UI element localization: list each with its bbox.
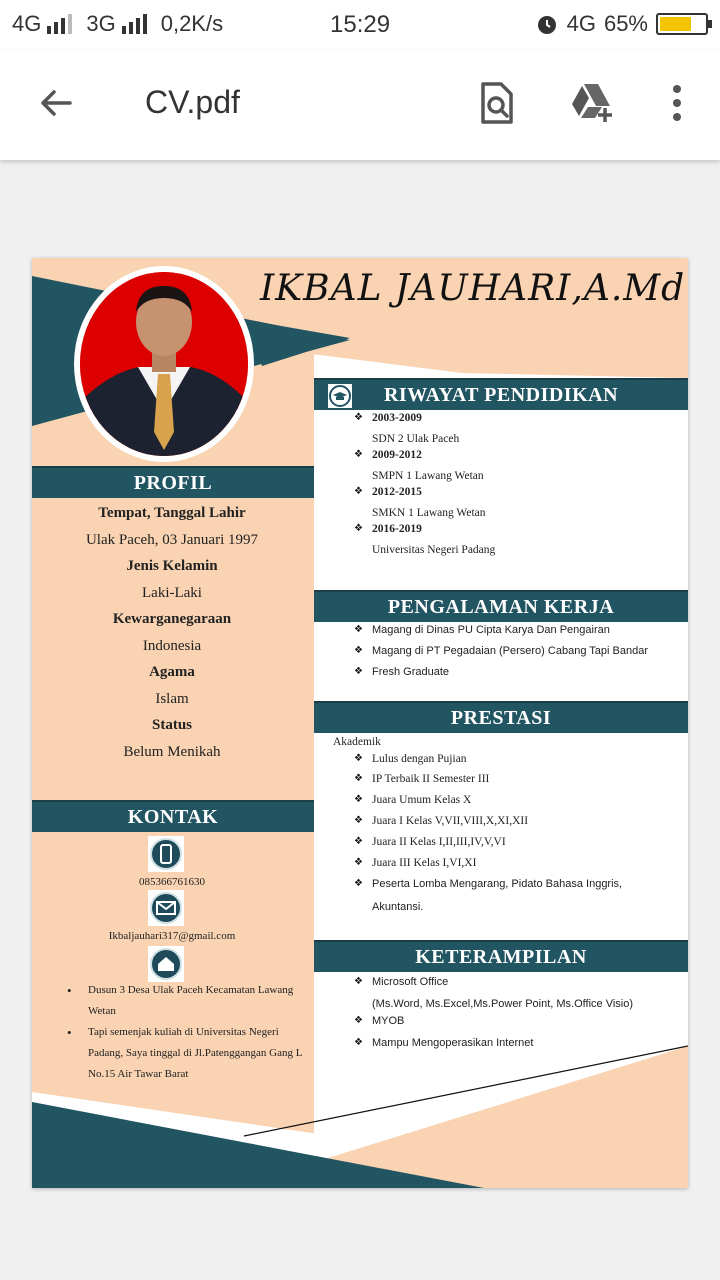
section-profil-header: PROFIL (32, 466, 314, 498)
profile-value: Ulak Paceh, 03 Januari 1997 (85, 531, 259, 548)
more-vert-icon[interactable] (654, 80, 700, 126)
document-title: CV.pdf (145, 84, 240, 120)
app-bar (0, 50, 720, 160)
education-school: SDN 2 Ulak Paceh (372, 433, 460, 445)
battery-icon (656, 13, 708, 35)
profile-label: Kewarganegaraan (112, 611, 232, 627)
section-kerja-header: PENGALAMAN KERJA (314, 590, 688, 622)
profile-value: Belum Menikah (123, 743, 221, 760)
search-document-icon[interactable] (474, 80, 520, 126)
signal-icon (47, 14, 72, 34)
education-year: 2003-2009 (372, 412, 422, 424)
education-list: ❖ 2003-2009 SDN 2 Ulak Paceh ❖ 2009-2012 SMPN 1 Lawang Wetan ❖ 2012-2015 SMKN 1 Lawang Wetan ❖ 2016-2019 Universitas Negeri Padang (354, 412, 496, 556)
battery-percent: 65% (603, 11, 648, 36)
profile-value: Islam (155, 690, 189, 707)
graduation-cap-icon (328, 384, 352, 408)
signal-icon (122, 14, 147, 34)
section-kontak-header: KONTAK (32, 800, 314, 832)
contact-phone: 085366761630 (139, 876, 205, 888)
section-prestasi-header: PRESTASI (314, 701, 688, 733)
profile-label: Jenis Kelamin (126, 558, 218, 574)
education-school: SMKN 1 Lawang Wetan (372, 507, 486, 519)
profile-label: Status (151, 717, 192, 733)
achievements-list: ❖ Lulus dengan Pujian ❖ IP Terbaik II Semester III ❖ Juara Umum Kelas X ❖ Juara I Kelas V,VII,VIII,X,XI,XII ❖ Juara II Kelas I,II,III,IV,V,VI ❖ Juara III Kelas I,VI,XI ❖ Peserta Lomba Mengarang, Pidato Bahasa Inggris, Akuntansi. (354, 753, 623, 913)
address-item: • Dusun 3 Desa Ulak Paceh Kecamatan Lawang Wetan (64, 980, 304, 1022)
status-left (12, 11, 223, 37)
network-type-3: 4G (566, 11, 596, 36)
clock: 15:29 (330, 11, 391, 38)
section-title: RIWAYAT PENDIDIKAN (383, 384, 619, 406)
cv-name: IKBAL JAUHARI,A.Md (260, 268, 686, 309)
contact-email: Ikbaljauhari317@gmail.com (108, 930, 236, 942)
education-year: 2009-2012 (372, 449, 422, 461)
back-arrow-icon[interactable] (36, 83, 76, 123)
email-icon (148, 890, 184, 926)
education-year: 2016-2019 (372, 523, 422, 535)
profile-value: Laki-Laki (142, 584, 202, 601)
address-item: • Tapi semenjak kuliah di Universitas Negeri Padang, Saya tinggal di Jl.Patenggangan Gang L No.15 Air Tawar Barat (64, 1022, 304, 1085)
drive-add-icon[interactable] (568, 80, 614, 126)
section-pendidikan-header (314, 378, 688, 410)
phone-icon (148, 836, 184, 872)
profile-label: Tempat, Tanggal Lahir (98, 505, 246, 521)
status-bar (0, 0, 720, 50)
skills-list: ❖ Microsoft Office (Ms.Word, Ms.Excel,Ms.Power Point, Ms.Office Visio) ❖ MYOB ❖ Mampu Mengoperasikan Internet (354, 976, 634, 1049)
profile-label: Agama (149, 664, 195, 680)
experience-list: ❖ Magang di Dinas PU Cipta Karya Dan Pengairan ❖ Magang di PT Pegadaian (Persero) Cabang Tapi Bandar ❖ Fresh Graduate (354, 624, 648, 678)
home-icon (148, 946, 184, 982)
education-year: 2012-2015 (372, 486, 422, 498)
data-speed: 0,2K/s (160, 11, 224, 36)
profile-photo (74, 266, 254, 462)
achievements-heading: Akademik (333, 736, 381, 748)
profile-value: Indonesia (142, 637, 202, 654)
alarm-icon (535, 12, 559, 36)
address-list (64, 980, 304, 1085)
pdf-page[interactable] (32, 258, 688, 1188)
education-school: SMPN 1 Lawang Wetan (372, 470, 484, 482)
network-type-2: 3G (86, 11, 116, 36)
status-right (535, 11, 708, 37)
profile-list (32, 500, 312, 765)
person-photo-icon (80, 272, 248, 456)
network-type-1: 4G (12, 11, 42, 36)
education-school: Universitas Negeri Padang (372, 544, 496, 556)
section-keterampilan-header: KETERAMPILAN (314, 940, 688, 972)
